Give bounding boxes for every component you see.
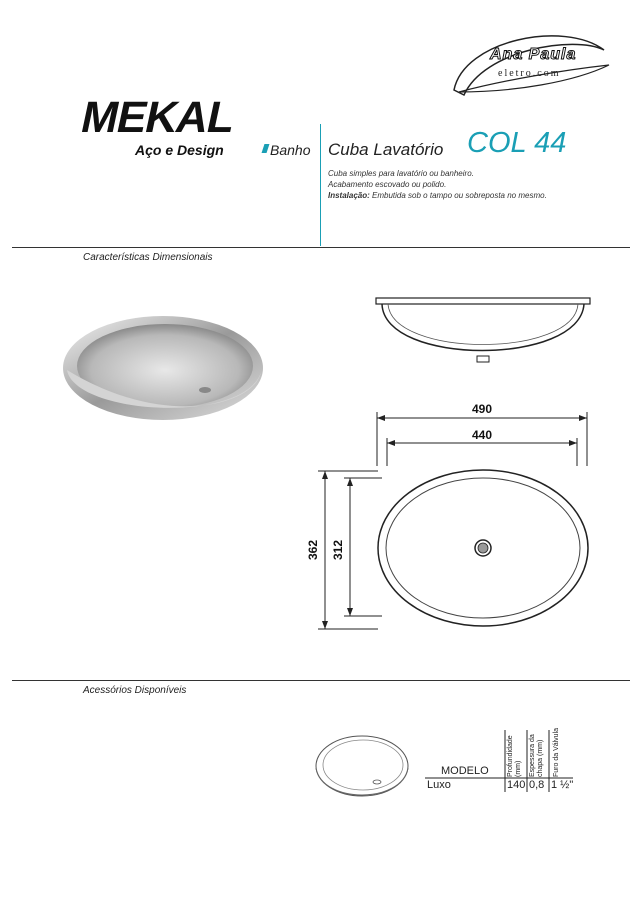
- table-cell-depth: 140: [507, 779, 526, 791]
- watermark-swoosh-icon: [444, 20, 614, 110]
- table-cell-model: Luxo: [427, 779, 451, 791]
- table-header-thickness: Espessura da chapa (mm): [529, 734, 544, 777]
- section-divider: [12, 680, 630, 681]
- table-header-model: MODELO: [441, 765, 489, 777]
- install-text: Embutida sob o tampo ou sobreposta no mesmo.: [372, 191, 547, 200]
- dim-inner-height: 312: [331, 539, 345, 560]
- desc-line-1: Cuba simples para lavatório ou banheiro.: [328, 169, 474, 178]
- table-header-valve: Furo da Válvula: [553, 727, 560, 777]
- brand-logo: MEKAL: [76, 93, 239, 142]
- product-title-prefix: Cuba Lavatório: [328, 140, 444, 159]
- watermark-site: eletro.com: [498, 68, 561, 79]
- table-header-depth: Profundidade (mm): [507, 735, 522, 777]
- dim-inner-width: 440: [472, 428, 493, 442]
- header-divider: [320, 124, 321, 246]
- basin-side-profile: [372, 296, 594, 366]
- watermark-name: Ana Paula: [490, 46, 577, 63]
- desc-line-2: Acabamento escovado ou polido.: [328, 180, 447, 189]
- install-label: Instalação:: [328, 191, 370, 200]
- product-model: COL 44: [467, 127, 567, 159]
- category-label: Banho: [270, 142, 311, 158]
- category-marker-icon: [262, 144, 270, 153]
- dim-outer-width: 490: [472, 402, 493, 416]
- table-cell-valve: 1 ½": [551, 779, 574, 791]
- product-description: [328, 168, 547, 201]
- basin-photo: [55, 310, 270, 435]
- table-cell-thickness: 0,8: [529, 779, 545, 791]
- desc-install: [328, 190, 547, 201]
- section-title-accessories: Acessórios Disponíveis: [83, 685, 187, 696]
- basin-top-view: [310, 400, 600, 640]
- watermark-logo: [444, 20, 614, 110]
- section-divider: [12, 247, 630, 248]
- section-title-dimensional: Características Dimensionais: [83, 252, 213, 263]
- brand-tagline: Aço e Design: [135, 142, 224, 158]
- dim-outer-height: 362: [306, 539, 320, 560]
- accessory-basin-drawing: [312, 732, 412, 804]
- specs-table: [425, 725, 575, 795]
